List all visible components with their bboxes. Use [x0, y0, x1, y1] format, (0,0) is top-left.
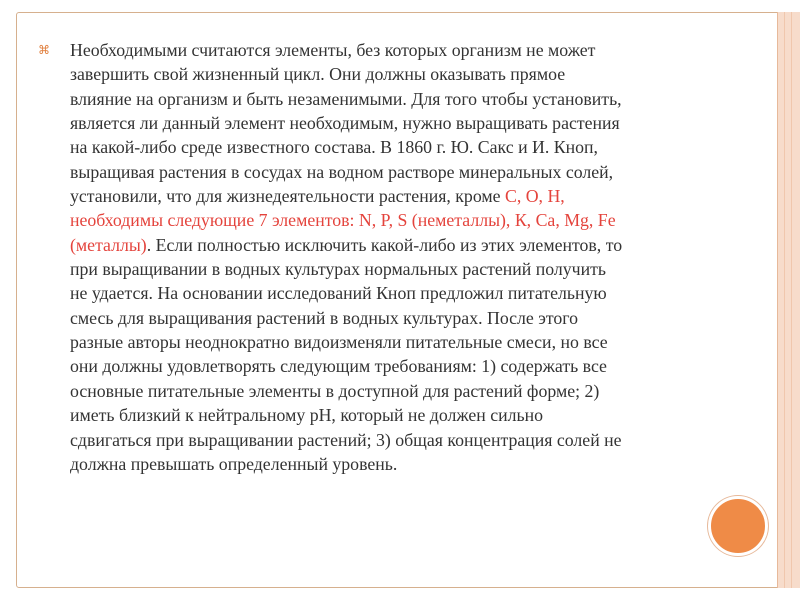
text-line: сдвигаться при выращивании растений; 3) общая концентрация солей не: [70, 429, 622, 450]
text-line: смесь для выращивания растений в водных культурах. После этого: [70, 307, 579, 328]
highlighted-elements: (металлы): [70, 234, 147, 255]
text-line: установили, что для жизнедеятельности растения, кроме С, О, Н,: [70, 186, 565, 207]
text-line: при выращивании в водных культурах нормальных растений получить: [70, 259, 607, 280]
decorative-right-band: [777, 12, 800, 588]
slide-body-text: [70, 38, 768, 476]
text-line: выращивая растения в сосудах на водном растворе минеральных солей,: [70, 161, 614, 182]
text-line: является ли данный элемент необходимым, нужно выращивать растения: [70, 113, 620, 134]
text-line: влияние на организм и быть незаменимыми. Для того чтобы установить,: [70, 88, 622, 109]
highlighted-elements: С, О, Н,: [504, 186, 565, 207]
decorative-orange-circle: [708, 496, 768, 556]
bullet-icon: ⌘: [38, 43, 50, 57]
highlighted-elements-line: необходимы следующие 7 элементов: N, P, S (неметаллы), К, Са, Mg, Fe: [70, 210, 616, 231]
text-line: они должны удовлетворять следующим требованиям: 1) содержать все: [70, 356, 607, 377]
text-line: (металлы). Если полностью исключить какой-либо из этих элементов, то: [70, 234, 623, 255]
text-line: основные питательные элементы в доступной для растений форме; 2): [70, 380, 600, 401]
text-line: иметь близкий к нейтральному pH, который не должен сильно: [70, 405, 544, 426]
text-line: на какой-либо среде известного состава. В 1860 г. Ю. Сакс и И. Кноп,: [70, 137, 599, 158]
text-line: разные авторы неоднократно видоизменяли питательные смеси, но все: [70, 332, 608, 353]
text-line: должна превышать определенный уровень.: [70, 453, 398, 474]
text-line: Необходимыми считаются элементы, без которых организм не может: [70, 40, 596, 60]
text-line: не удается. На основании исследований Кноп предложил питательную: [70, 283, 607, 304]
text-line: завершить свой жизненный цикл. Они должны оказывать прямое: [70, 64, 566, 85]
